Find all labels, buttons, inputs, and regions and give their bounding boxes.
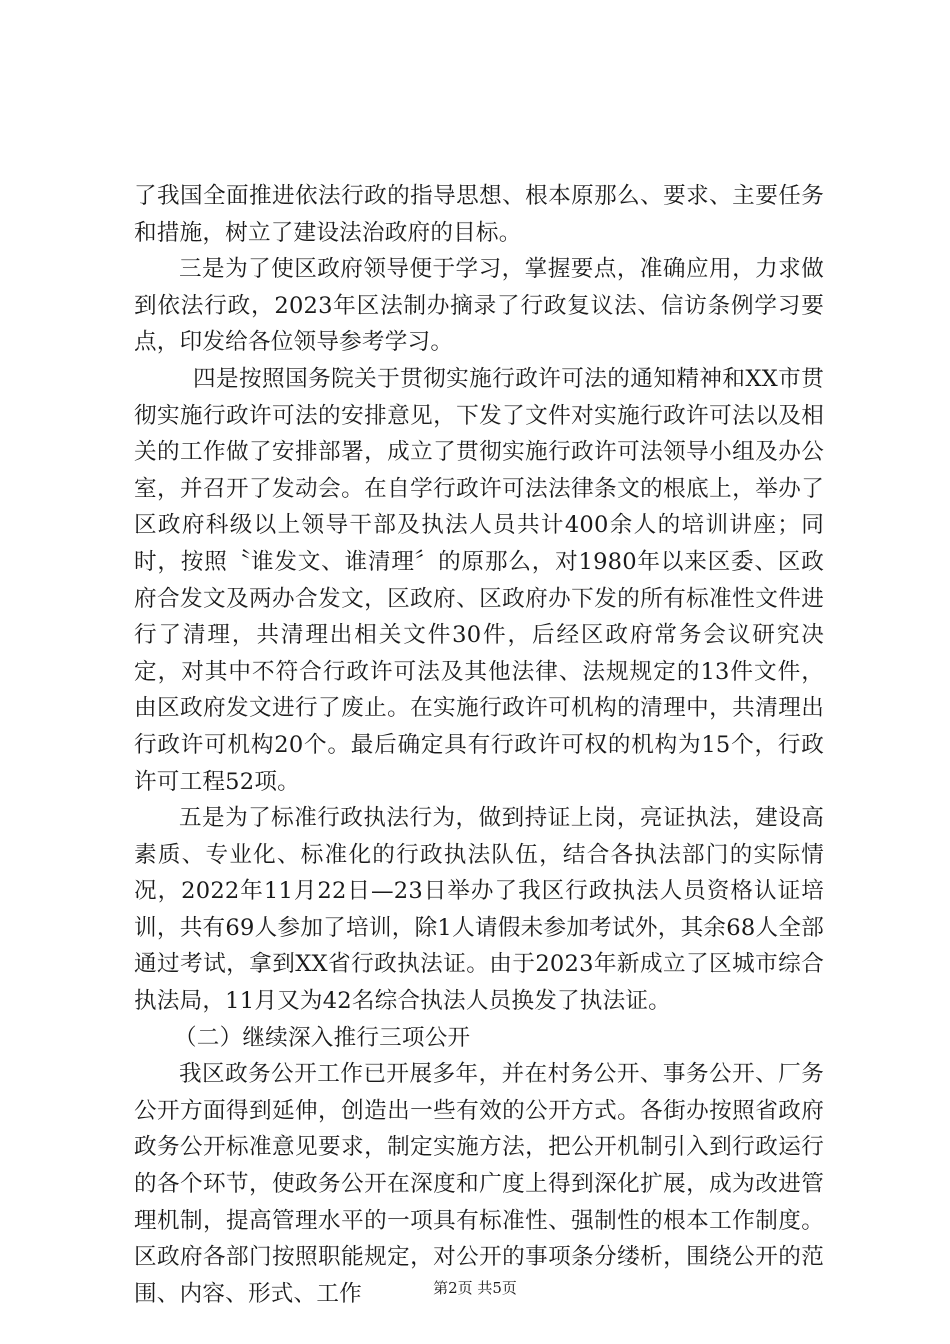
page-footer: 第2页 共5页 (433, 1279, 517, 1297)
paragraph-government-affairs: 我区政务公开工作已开展多年，并在村务公开、事务公开、厂务公开方面得到延伸，创造出一些有效的公开方式。各街办按照省政府政务公开标准意见要求，制定实施方法，把公开机制引入到行政运行的各个环节，使政务公开在深度和广度上得到深化扩展，成为改进管理机制，提高管理水平的一项具有标准性、强制性的根本工作制度。区政府各部门按照职能规定，对公开的事项条分缕析，围绕公开的范围、内容、形式、工作 (134, 1061, 824, 1307)
section-heading: （二）继续深入推行三项公开 (174, 1024, 471, 1051)
paragraph-point-four: 四是按照国务院关于贯彻实施行政许可法的通知精神和XX市贯彻实施行政许可法的安排意见，下发了文件对实施行政许可法以及相关的工作做了安排部署，成立了贯彻实施行政许可法领导小组及办公室，并召开了发动会。在自学行政许可法法律条文的根底上，举办了区政府科级以上领导干部及执法人员共计400余人的培训讲座；同时，按照〝谁发文、谁清理〞的原那么，对1980年以来区委、区政府合发文及两办合发文，区政府、区政府办下发的所有标准性文件进行了清理，共清理出相关文件30件，后经区政府常务会议研究决定，对其中不符合行政许可法及其他法律、法规规定的13件文件，由区政府发文进行了废止。在实施行政许可机构的清理中，共清理出行政许可机构20个。最后确定具有行政许可权的机构为15个，行政许可工程52项。 (134, 365, 824, 795)
paragraph-point-three: 三是为了使区政府领导便于学习，掌握要点，准确应用，力求做到依法行政，2023年区法制办摘录了行政复议法、信访条例学习要点，印发给各位领导参考学习。 (134, 256, 824, 356)
paragraph-continuation: 了我国全面推进依法行政的指导思想、根本原那么、要求、主要任务和措施，树立了建设法治政府的目标。 (134, 183, 824, 246)
paragraph-point-five: 五是为了标准行政执法行为，做到持证上岗，亮证执法，建设高素质、专业化、标准化的行政执法队伍，结合各执法部门的实际情况，2022年11月22日—23日举办了我区行政执法人员资格认证培训，共有69人参加了培训，除1人请假未参加考试外，其余68人全部通过考试，拿到XX省行政执法证。由于2023年新成立了区城市综合执法局，11月又为42名综合执法人员换发了执法证。 (134, 805, 824, 1015)
body-text (134, 178, 824, 1312)
